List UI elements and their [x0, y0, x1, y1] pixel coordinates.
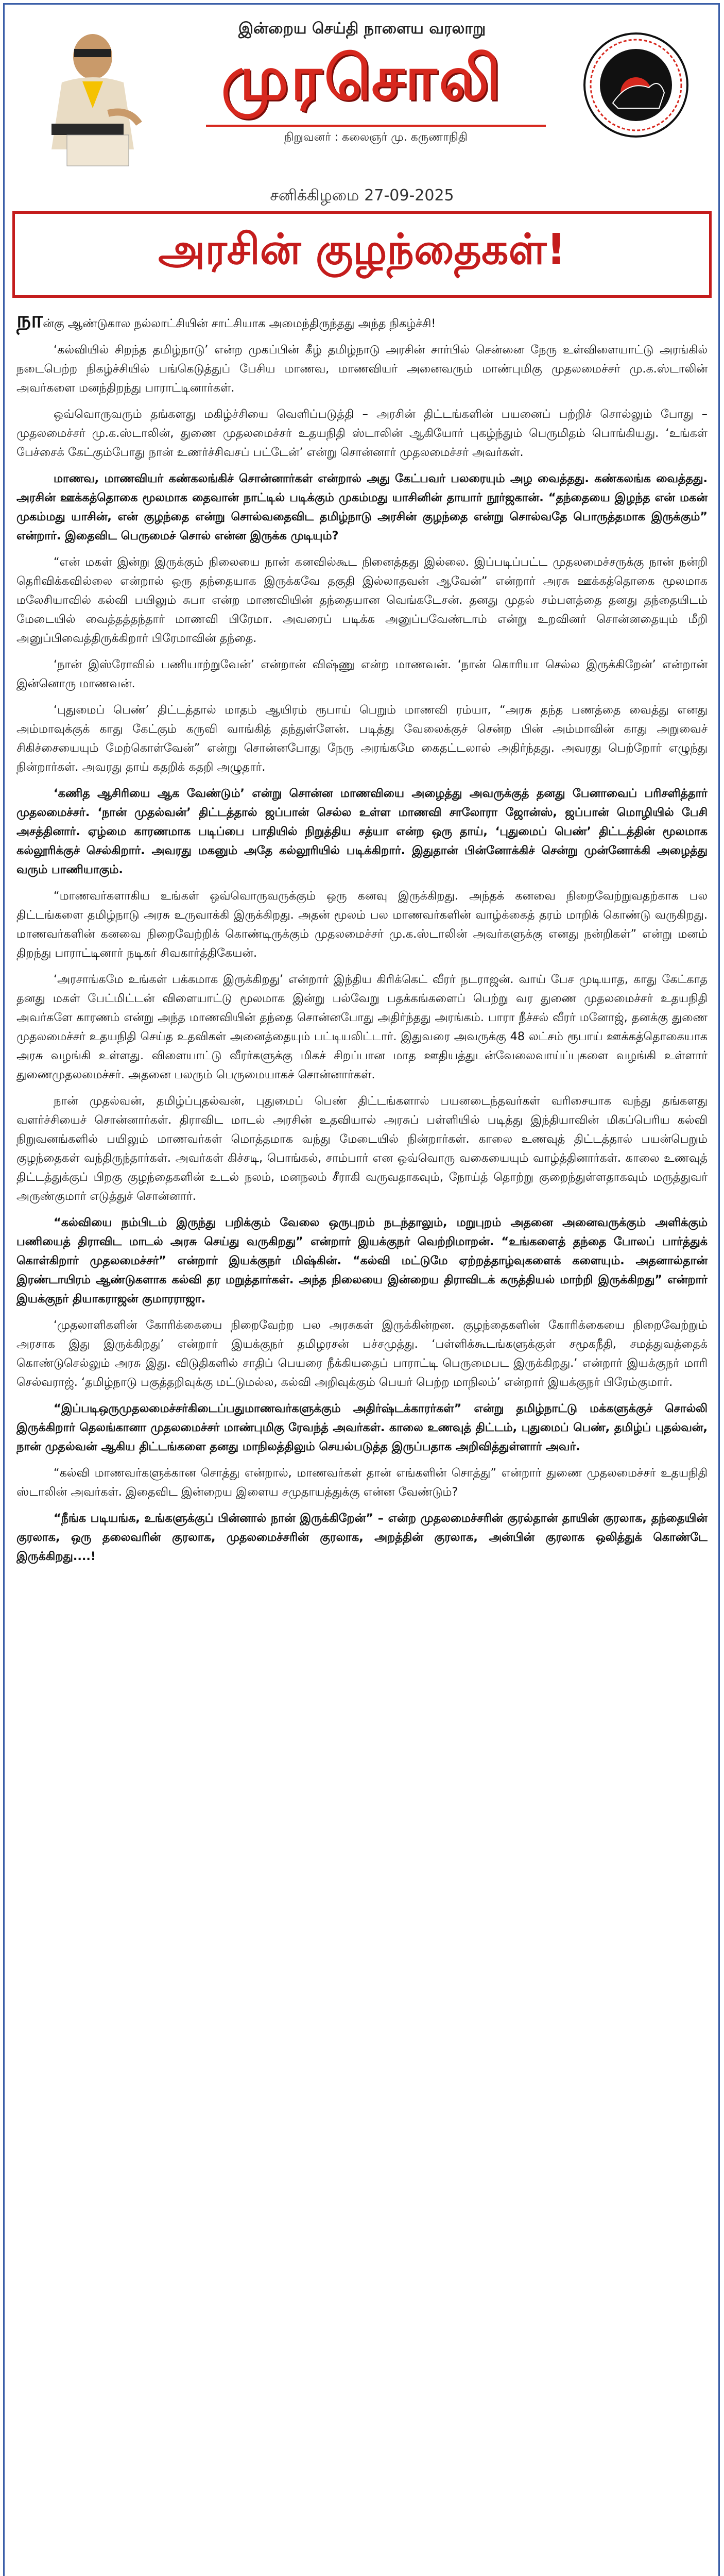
paragraph-text: ‘அரசாங்கமே உங்கள் பக்கமாக இருக்கிறது’ என்றார் இந்திய கிரிக்கெட் வீரர் நடராஜன். வாய் பேச முடியாத, காது கேட்காத தனது மகள் பேட்மிட்டன் விளையாட்டு மூலமாக இன்று பல்வேறு பதக்கங்களைப் பெற்று வர துணை முதலமைச்சர் உதயநிதி அவர்களே காரணம் என்று அந்த மாணவியின் தந்தை சொன்னபோது அதிர்ந்தது அரங்கம். பாரா நீச்சல் வீரர் மனோஜ், தனக்கு துணை முதலமைச்சர் உதயநிதி செய்த உதவிகள் அனைத்தையும் பட்டியலிட்டார். இதுவரை அவருக்கு 48 லட்சம் ரூபாய் ஊக்கத்தொகையாக அரசு வழங்கி உள்ளது. விளையாட்டு வீரர்களுக்கு மிகச் சிறப்பான மாத ஊதியத்துடன்வேலைவாய்ப்புகளை வழங்கி உள்ளார் துணைமுதலமைச்சர். அதனை பலரும் பெருமையாகச் சொன்னார்கள்.: [16, 973, 708, 1081]
article-paragraph: [16, 1464, 708, 1502]
article-paragraph: [16, 887, 708, 963]
rising-sun-emblem-icon: [582, 31, 690, 139]
paragraph-text: நான் முதல்வன், தமிழ்ப்புதல்வன், புதுமைப் பெண் திட்டங்களால் பயனடைந்தவர்கள் வரிசையாக வந்து தங்களது வளர்ச்சியைச் சொன்னார்கள். திராவிட மாடல் அரசின் உதவியால் அரசுப் பள்ளியில் படித்து இந்தியாவின் மிகப்பெரிய கல்வி நிறுவனங்களில் பயிலும் மாணவர்கள் மொத்தமாக வந்து மேடையில் நின்றார்கள். காலை உணவுத் திட்டத்தால் பயன்பெறும் குழந்தைகள் வந்திருந்தார்கள். அவர்கள் கிச்சடி, பொங்கல், சாம்பார் என ஒவ்வொரு வகையையும் வாழ்த்தினார்கள். காலை உணவுத் திட்டத்துக்குப் பிறகு குழந்தைகளின் உடல் நலம், மனநலம் சீராகி வருவதாகவும், நோய்த் தொற்று குறைந்துள்ளதாகவும் மருத்துவர் அருண்குமார் எடுத்துச் சொன்னார்.: [16, 1094, 708, 1203]
article-paragraph: [16, 970, 708, 1084]
paragraph-text: “இப்படிஒருமுதலமைச்சர்கிடைப்பதுமாணவர்களுக்கும் அதிர்ஷ்டக்காரர்கள்” என்று தமிழ்நாட்டு மக்களுக்குச் சொல்லி இருக்கிறார் தெலங்கானா முதலமைச்சர் மாண்புமிகு ரேவந்த் அவர்கள். காலை உணவுத் திட்டம், புதுமைப் பெண், தமிழ்ப் புதல்வன், நான் முதல்வன் ஆகிய திட்டங்களை தனது மாநிலத்திலும் செயல்படுத்த இருப்பதாக அறிவித்துள்ளார் அவர்.: [16, 1402, 708, 1453]
article-paragraph: [16, 1399, 708, 1456]
paragraph-text: ‘கணித ஆசிரியை ஆக வேண்டும்’ என்று சொன்ன மாணவியை அழைத்து அவருக்குத் தனது பேனாவைப் பரிசளித்தார் முதலமைச்சர். ‘நான் முதல்வன்’ திட்டத்தால் ஜப்பான் செல்ல உள்ள மாணவி சாலோரா ஜோன்ஸ், ஜப்பான் மொழியில் பேசி அசத்தினார். ஏழ்மை காரணமாக படிப்பை பாதியில் நிறுத்திய சத்யா என்ற ஒரு தாய், ‘புதுமைப் பெண்’ திட்டத்தின் மூலமாக கல்லூரிக்குச் செல்கிறார். அவரது மகனும் அதே கல்லூரியில் படிக்கிறார். இதுதான் பின்னோக்கிச் சென்று முன்னோக்கி அழைத்து வரும் பாணியாகும்.: [16, 787, 708, 876]
paragraph-text: “கல்வி மாணவர்களுக்கான சொத்து என்றால், மாணவர்கள் தான் எங்களின் சொத்து” என்றார் துணை முதலமைச்சர் உதயநிதி ஸ்டாலின் அவர்கள். இதைவிட இன்றைய இளைய சமுதாயத்துக்கு என்ன வேண்டும்?: [16, 1466, 708, 1499]
founder-line: நிறுவனர் : கலைஞர் மு. கருணாநிதி: [284, 131, 468, 144]
dateline: [0, 187, 724, 207]
article-paragraph: [16, 469, 708, 546]
masthead-tagline: இன்றைய செய்தி நாளைய வரலாறு: [238, 20, 486, 38]
article-paragraph: [16, 1316, 708, 1392]
paragraph-text: “கல்வியை நம்பிடம் இருந்து பறிக்கும் வேலை ஒருபுறம் நடந்தாலும், மறுபுறம் அதனை அனைவருக்கும் அளிக்கும் பணியைத் திராவிட மாடல் அரசு செய்து வருகிறது” என்றார் இயக்குநர் வெற்றிமாறன். “உங்களைத் தந்தை போலப் பார்த்துக் கொள்கிறார் முதலமைச்சர்” என்றார் இயக்குநர் மிஷ்கின். “கல்வி மட்டுமே ஏற்றத்தாழ்வுகளைக் களையும். அதனால்தான் இரண்டாயிரம் ஆண்டுகளாக கல்வி தர மறுத்தார்கள். அந்த நிலையை இன்றைய திராவிடக் கருத்தியல் மாற்றி இருக்கிறது” என்றார் இயக்குநர் தியாகராஜன் குமாரராஜா.: [16, 1216, 708, 1306]
headline-box: [12, 211, 712, 298]
dateline-date: 27-09-2025: [364, 187, 454, 205]
paragraph-text: “நீங்க படியங்க, உங்களுக்குப் பின்னால் நான் இருக்கிறேன்” – என்ற முதலமைச்சரின் குரல்தான் தாயின் குரலாக, தந்தையின் குரலாக, ஒரு தலைவரின் குரலாக, முதலமைச்சரின் குரலாக, அறத்தின் குரலாக, அன்பின் குரலாக ஒலித்துக் கொண்டே இருக்கிறது....!: [16, 1512, 708, 1563]
article-paragraph: [16, 312, 708, 333]
paragraph-text: “மாணவர்களாகிய உங்கள் ஒவ்வொருவருக்கும் ஒரு கனவு இருக்கிறது. அந்தக் கனவை நிறைவேற்றுவதற்காக பல திட்டங்களை தமிழ்நாடு அரசு உருவாக்கி இருக்கிறது. அதன் மூலம் பல மாணவர்களின் வாழ்க்கைத் தரம் மாறிக் கொண்டு வருகிறது. மாணவர்களின் கனவை நிறைவேற்றிக் கொண்டிருக்கும் முதலமைச்சர் மு.க.ஸ்டாலின் அவர்களுக்கு எனது நன்றிகள்” என்று மனம் திறந்து பாராட்டினார் நடிகர் சிவகார்த்திகேயன்.: [16, 889, 708, 960]
paragraph-text: ‘கல்வியில் சிறந்த தமிழ்நாடு’ என்ற முகப்பின் கீழ் தமிழ்நாடு அரசின் சார்பில் சென்னை நேரு உள்விளையாட்டு அரங்கில் நடைபெற்ற நிகழ்ச்சியில் பங்கெடுத்துப் பேசிய மாணவ, மாணவியர் அனைவரும் மாண்புமிகு முதலமைச்சர் மு.க.ஸ்டாலின் அவர்களை மனந்திறந்து பாராட்டினார்கள்.: [16, 343, 708, 395]
headline: அரசின் குழந்தைகள்!: [158, 225, 566, 274]
masthead: [10, 5, 714, 175]
article-paragraph: [16, 1509, 708, 1566]
article-paragraph: [16, 701, 708, 777]
paragraph-text: ‘புதுமைப் பெண்’ திட்டத்தால் மாதம் ஆயிரம் ரூபாய் பெறும் மாணவி ரம்யா, “அரசு தந்த பணத்தை வைத்து எனது அம்மாவுக்குக் காது கேட்கும் கருவி வாங்கித் தந்துள்ளேன். படித்து வேலைக்குச் சென்ற பின் அம்மாவின் காது அறுவைச் சிகிச்சையையும் மேற்கொள்வேன்” என்று சொன்னபோது நேரு அரங்கமே கைதட்டலால் அதிர்ந்தது. அவரது பெற்றோர் எழுந்து நின்றார்கள். அவரது தாய் கதறிக் கதறி அழுதார்.: [16, 703, 708, 774]
paragraph-text: ன்கு ஆண்டுகால நல்லாட்சியின் சாட்சியாக அமைந்திருந்தது அந்த நிகழ்ச்சி!: [43, 317, 436, 330]
newspaper-logo: முரசொலி: [221, 42, 503, 113]
paragraph-text: மாணவ, மாணவியர் கண்கலங்கிச் சொன்னார்கள் என்றால் அது கேட்பவர் பலரையும் அழ வைத்தது. கண்கலங்க வைத்தது. அரசின் ஊக்கத்தொகை மூலமாக தைவான் நாட்டில் படிக்கும் முகம்மது யாசினின் தாயார் நூர்ஜகான். “தந்தையை இழந்த என் மகன் முகம்மது யாசின், என் குழந்தை என்று சொல்வதைவிட தமிழ்நாடு அரசின் குழந்தை என்று சொல்வதே பொருத்தமாக இருக்கும்” என்றார். இதைவிட பெருமைச் சொல் என்ன இருக்க முடியும்?: [16, 472, 708, 543]
drop-cap: நா: [16, 312, 43, 333]
paragraph-text: ‘நான் இஸ்ரோவில் பணியாற்றுவேன்’ என்றான் விஷ்ணு என்ற மாணவன். ‘நான் கொரியா செல்ல இருக்கிறேன்’ என்றான் இன்னொரு மாணவன்.: [16, 658, 708, 690]
paragraph-text: ‘முதலாளிகளின் கோரிக்கையை நிறைவேற்ற பல அரசுகள் இருக்கின்றன. குழந்தைகளின் கோரிக்கையை நிறைவேற்றும் அரசாக இது இருக்கிறது’ என்றார் இயக்குநர் தமிழரசன் பச்சமுத்து. ‘பள்ளிக்கூடங்களுக்குள் சமூகநீதி, சமத்துவத்தைக் கொண்டுசெல்லும் அரசு இது. விடுதிகளில் சாதிப் பெயரை நீக்கியதைப் பாராட்டி பெருமைபட இருக்கிறது.’ என்றார் இயக்குநர் மாரி செல்வராஜ். ‘தமிழ்நாடு பகுத்தறிவுக்கு மட்டுமல்ல, கல்வி அறிவுக்கும் பெயர் பெற்ற மாநிலம்’ என்றார் இயக்குநர் பிரேம்குமார்.: [16, 1318, 708, 1389]
article-paragraph: [16, 1213, 708, 1309]
article-paragraph: [16, 405, 708, 462]
article-paragraph: [16, 784, 708, 879]
paragraph-text: “என் மகள் இன்று இருக்கும் நிலையை நான் கனவில்கூட நினைத்தது இல்லை. இப்படிப்பட்ட முதலமைச்சருக்கு நான் நன்றி தெரிவிக்கவில்லை என்றால் ஒரு தந்தையாக இருக்கவே தகுதி இல்லாதவன் ஆவேன்” என்றார் அரசு ஊக்கத்தொகை மூலமாக மலேசியாவில் கல்வி பயிலும் சுபா என்ற மாணவியின் தந்தையான வெங்கடேசன். தனது முதல் சம்பளத்தை தனது தந்தையிடம் மேடையில் வைத்தத்தந்தார் மாணவி பிரேமா. அவரைப் படிக்க அனுப்பவேண்டாம் என்று உறவினர் சொன்னதையும் மீறி அனுப்பிவைத்திருக்கிறார் பிரேமாவின் தந்தை.: [16, 555, 708, 645]
article-paragraph: [16, 1092, 708, 1206]
editorial-article: [16, 312, 708, 2576]
article-paragraph: [16, 553, 708, 648]
logo-underline: [206, 125, 546, 127]
article-paragraph: [16, 341, 708, 398]
paragraph-text: ஒவ்வொருவரும் தங்களது மகிழ்ச்சியை வெளிப்படுத்தி – அரசின் திட்டங்களின் பயனைப் பற்றிச் சொல்லும் போது – முதலமைச்சர் மு.க.ஸ்டாலின், துணை முதலமைச்சர் உதயநிதி ஸ்டாலின் ஆகியோர் புகழ்ந்தும் பெருமிதம் பொங்கியது. ‘உங்கள் பேச்சைக் கேட்கும்போது நான் உணர்ச்சிவசப் பட்டேன்’ என்று சொன்னார் முதலமைச்சர் அவர்கள்.: [16, 408, 708, 459]
article-paragraph: [16, 655, 708, 693]
dateline-weekday: சனிக்கிழமை: [270, 187, 359, 205]
